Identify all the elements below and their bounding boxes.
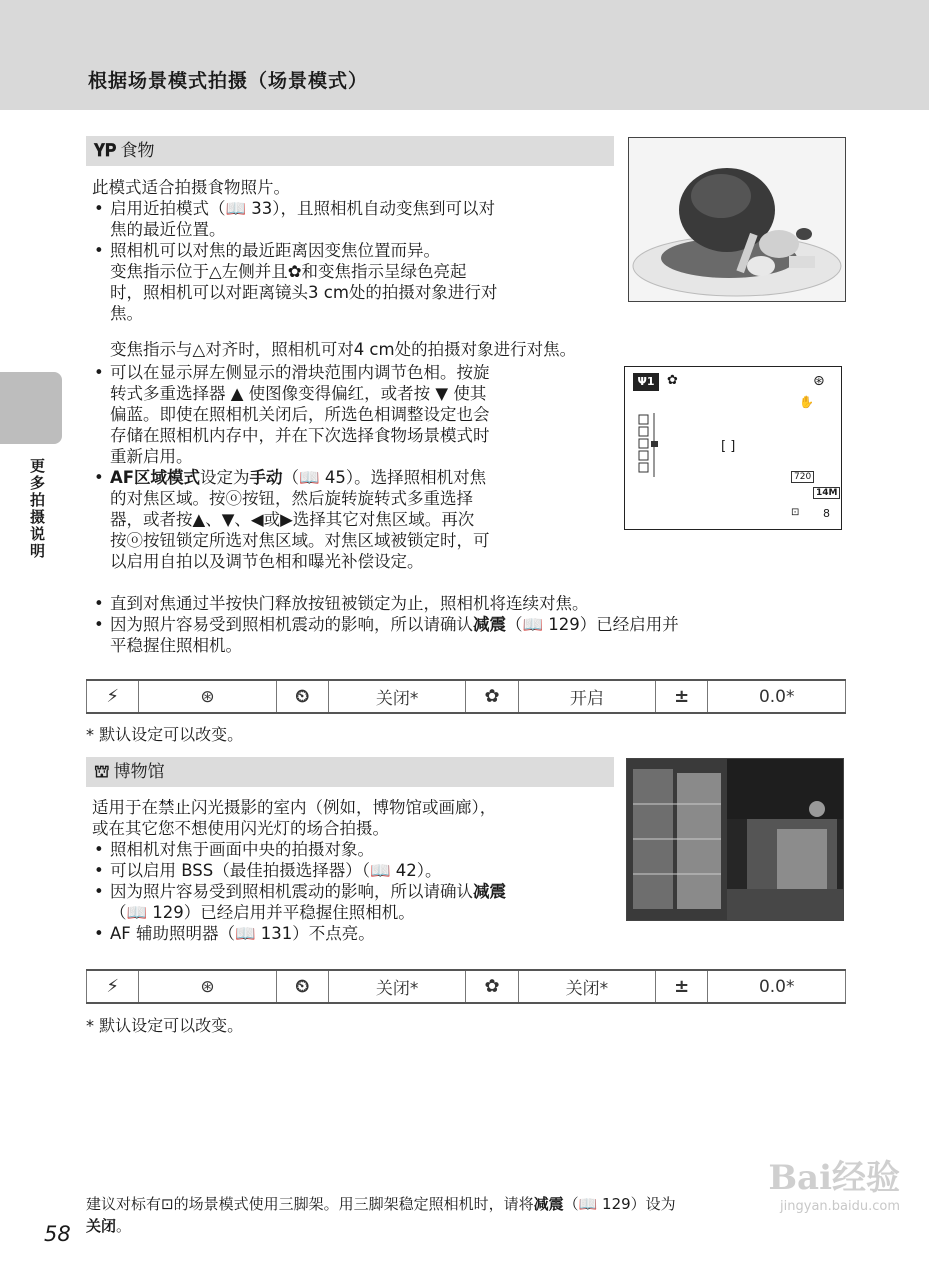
macro-value: 关闭* [518, 970, 655, 1003]
timer-value: 关闭* [329, 970, 466, 1003]
timer-icon: ⏲ [276, 680, 328, 713]
food-b2-extra: 变焦指示与△对齐时，照相机可对4 cm处的拍摄对象进行对焦。 [110, 340, 577, 359]
food-bullets-3 [92, 593, 852, 656]
museum-title: 博物馆 [113, 762, 165, 782]
list-item: • 可以在显示屏左侧显示的滑块范围内调节色相。按旋 转式多重选择器 ▲ 使图像变得偏红，或者按 ▼ 使其 偏蓝。即使在照相机关闭后，所选色相调整设定也会 存储在照相机内存中，并在下次选择食物场景模式时 重新启用。 [92, 362, 612, 467]
flash-value: ⊛ [139, 970, 276, 1003]
exposure-icon: ± [655, 680, 707, 713]
flash-icon: ⚡ [87, 680, 139, 713]
exposure-value: 0.0* [708, 970, 846, 1003]
hue-slider [637, 413, 661, 479]
macro-mode-icon: ✿ [466, 970, 518, 1003]
table-row [87, 970, 846, 1003]
image-size-icon: 14M [813, 487, 840, 499]
focus-bracket: [ ] [721, 439, 736, 454]
macro-value: 开启 [518, 680, 655, 713]
side-label: 更多拍摄说明 [28, 458, 46, 560]
remaining-shots: 8 [823, 507, 830, 520]
page-title: 根据场景模式拍摄（场景模式） [88, 70, 369, 92]
timer-value: 关闭* [329, 680, 466, 713]
food-icon: 𝚼𝚸 [94, 141, 117, 161]
timer-icon: ⏲ [276, 970, 328, 1003]
page-number: 58 [44, 1222, 71, 1246]
food-title: 食物 [120, 141, 155, 161]
memory-icon: ⊡ [791, 507, 800, 518]
vr-icon: ✋ [799, 395, 814, 409]
watermark [700, 1150, 900, 1260]
exposure-value: 0.0* [708, 680, 846, 713]
side-tab [0, 372, 62, 444]
watermark-brand: Bai经验 [768, 1158, 900, 1198]
list-item: • AF 辅助照明器（📖 131）不点亮。 [92, 923, 622, 944]
macro-icon: ✿ [667, 373, 678, 388]
flash-value: ⊛ [139, 680, 276, 713]
museum-footnote: * 默认设定可以改变。 [86, 1016, 244, 1035]
list-item: • 照相机可以对焦的最近距离因变焦位置而异。 变焦指示位于△左侧并且✿和变焦指示呈绿色亮起 时，照相机可以对距离镜头3 cm处的拍摄对象进行对 焦。 [92, 240, 632, 324]
watermark-url: jingyan.baidu.com [780, 1199, 900, 1214]
food-mode-icon: Ψ1 [633, 373, 659, 391]
museum-section-header [86, 757, 614, 787]
exposure-icon: ± [655, 970, 707, 1003]
list-item: • 照相机对焦于画面中央的拍摄对象。 [92, 839, 622, 860]
museum-settings-table [86, 969, 846, 1004]
list-item: • AF区域模式设定为手动（📖 45）。选择照相机对焦 的对焦区域。按ⓞ按钮，然后旋转旋转式多重选择 器，或者按▲、▼、◀或▶选择其它对焦区域。再次 按ⓞ按钮锁定所选对焦区域。对焦区域被锁定时，可 以启用自拍以及调节色相和曝光补偿设定。 [92, 467, 612, 572]
list-item: • 可以启用 BSS（最佳拍摄选择器）（📖 42）。 [92, 860, 622, 881]
food-photo [628, 137, 846, 302]
camera-display [624, 366, 842, 530]
list-item: • 因为照片容易受到照相机震动的影响，所以请确认减震 （📖 129）已经启用并平稳握住照相机。 [92, 881, 622, 923]
flash-off-icon: ⊛ [813, 373, 825, 389]
header-band [0, 0, 929, 110]
table-row [87, 680, 846, 713]
tripod-note: 建议对标有⊡的场景模式使用三脚架。用三脚架稳定照相机时，请将减震（📖 129）设为 关闭。 [86, 1195, 676, 1235]
museum-photo [626, 758, 844, 921]
food-bullets-2 [92, 362, 612, 572]
food-settings-table [86, 679, 846, 714]
food-section-header [86, 136, 614, 166]
movie-size-icon: 720 [791, 471, 814, 483]
museum-bullets [92, 839, 622, 944]
flash-icon: ⚡ [87, 970, 139, 1003]
list-item: • 因为照片容易受到照相机震动的影响，所以请确认减震（📖 129）已经启用并 平稳握住照相机。 [92, 614, 852, 656]
museum-intro: 适用于在禁止闪光摄影的室内（例如，博物馆或画廊）， 或在其它您不想使用闪光灯的场合拍摄。 [92, 798, 497, 838]
list-item: • 直到对焦通过半按快门释放按钮被锁定为止，照相机将连续对焦。 [92, 593, 852, 614]
food-bullets-1 [92, 198, 632, 324]
food-intro: 此模式适合拍摄食物照片。 [92, 178, 290, 197]
museum-icon: ⛫ [94, 762, 110, 782]
list-item: • 启用近拍模式（📖 33），且照相机自动变焦到可以对 焦的最近位置。 [92, 198, 632, 240]
food-footnote: * 默认设定可以改变。 [86, 725, 244, 744]
macro-mode-icon: ✿ [466, 680, 518, 713]
